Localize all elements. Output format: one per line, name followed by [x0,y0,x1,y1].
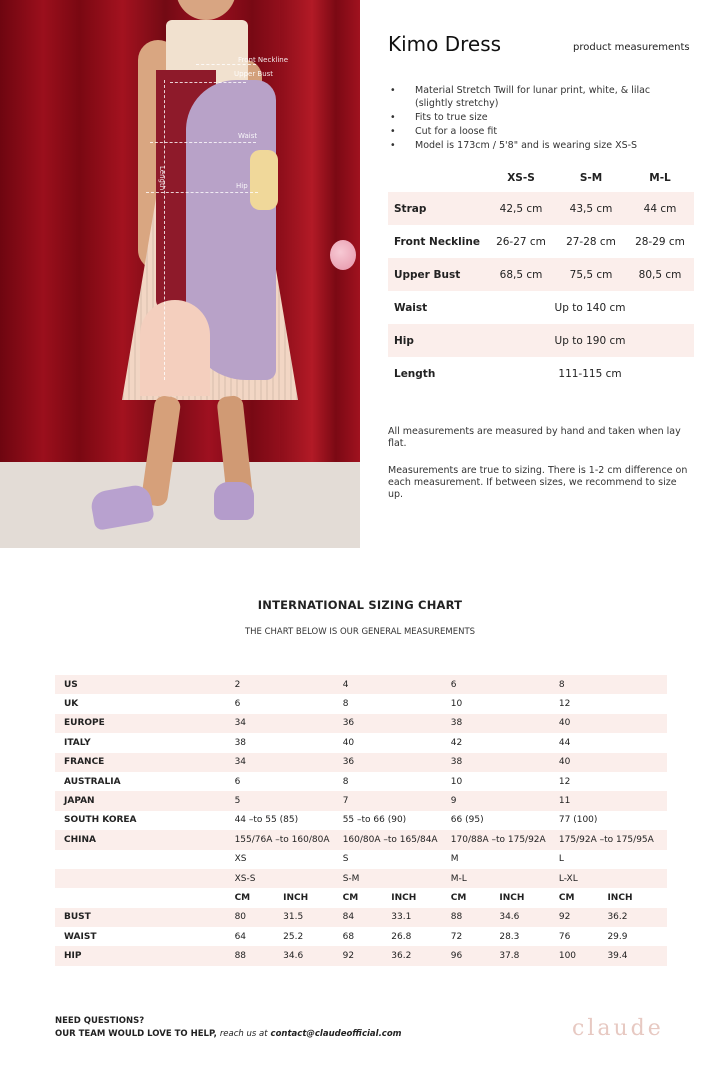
cell-value: 75,5 cm [569,268,613,281]
bullet-text: Model is 173cm / 5'8" and is wearing size XS-S [415,140,638,151]
cell-value: 29.9 [607,931,628,942]
unit-cm: CM [450,892,467,903]
table-row-hip [388,324,694,357]
cell-value: M [450,854,459,865]
table-row-strap [388,192,694,225]
bullet-icon: • [390,85,396,96]
sizing-note: Measurements are true to sizing. There is 1-2 cm difference on each measurement. If between sizes, we recommend to size up. [388,465,688,500]
footer-email-wrap [271,1029,402,1039]
cell-value: 84 [342,912,355,923]
hip-line [146,192,258,193]
cell-value: 80 [234,912,247,923]
cell-value: 42,5 cm [499,202,543,215]
cell-value: L-XL [558,873,578,884]
cell-value: 36 [342,718,355,729]
table-row-italy [55,733,667,752]
cell-value: 96 [450,951,463,962]
table-row-units [55,888,667,907]
cell-value: 8 [342,699,349,710]
cell-value: 38 [234,737,247,748]
cell-value: 31.5 [283,912,304,923]
unit-inch: INCH [607,892,633,903]
cell-value: M-L [450,873,467,884]
cell-value: 55 –to 66 (90) [342,815,407,826]
cell-value: 155/76A –to 160/80A [234,834,330,845]
table-row-france [55,753,667,772]
dress-print-yellow [250,150,278,210]
cell-value: 6 [450,679,457,690]
cell-value: 26.8 [391,931,412,942]
row-label: AUSTRALIA [64,776,121,787]
cell-value: 111-115 cm [558,367,622,380]
cell-value: 8 [342,776,349,787]
cell-value: 40 [342,737,355,748]
unit-inch: INCH [499,892,525,903]
international-chart-title: INTERNATIONAL SIZING CHART [257,598,463,612]
cell-value: L [558,854,564,865]
row-label: UK [64,699,79,710]
cell-value: 5 [234,796,241,807]
photo-label-hip: Hip [236,182,248,190]
bullet-icon: • [390,112,396,123]
cell-value: 40 [558,757,571,768]
floor [0,462,360,548]
cell-value: 88 [450,912,463,923]
measurement-table [388,172,694,390]
footer-help-line [55,1028,402,1041]
table-row-waist [388,291,694,324]
cell-value: 6 [234,699,241,710]
cell-value: 34 [234,718,247,729]
cell-value: 88 [234,951,247,962]
table-row-length [388,357,694,390]
cell-value: 7 [342,796,349,807]
row-label: CHINA [64,834,96,845]
table-row-hip [55,946,667,965]
table-row-australia [55,772,667,791]
row-label: EUROPE [64,718,105,729]
row-label: US [64,679,78,690]
row-label: Strap [394,202,427,215]
row-label: Waist [394,301,428,314]
cell-value: 100 [558,951,577,962]
cell-value: 38 [450,718,463,729]
row-label: JAPAN [64,796,95,807]
cell-value: 34 [234,757,247,768]
dress-print-cream [140,300,210,396]
header-size-m-l: M-L [649,172,671,184]
table-row-us [55,675,667,694]
table-row-europe [55,714,667,733]
table-row-range-sizes [55,869,667,888]
bullet-icon: • [390,140,396,151]
list-item [388,111,688,124]
cell-value: 9 [450,796,457,807]
footer-question: NEED QUESTIONS? [55,1016,145,1026]
cell-value: 12 [558,776,571,787]
cell-value: 38 [450,757,463,768]
bullet-text: Fits to true size [415,112,488,123]
cell-value: 10 [450,699,463,710]
bullet-icon: • [390,126,396,137]
cell-value: 44 [558,737,571,748]
cell-value: 44 cm [643,202,677,215]
cell-value: Up to 190 cm [554,334,626,347]
upper-bust-line [170,82,246,83]
measurement-note: All measurements are measured by hand and taken when lay flat. [388,426,681,449]
table-row-upper-bust [388,258,694,291]
cell-value: 68,5 cm [499,268,543,281]
cell-value: 92 [342,951,355,962]
cell-value: 34.6 [283,951,304,962]
footer-reach: reach us at [219,1029,268,1039]
product-details-list [388,84,688,153]
cell-value: 76 [558,931,571,942]
cell-value: 10 [450,776,463,787]
cell-value: 11 [558,796,571,807]
cell-value: 92 [558,912,571,923]
cell-value: 160/80A –to 165/84A [342,834,438,845]
bullet-text: Cut for a loose fit [415,126,498,137]
row-label: WAIST [64,931,97,942]
international-sizing-table [55,675,667,966]
list-item [388,139,688,152]
cell-value: 4 [342,679,349,690]
list-item [388,84,688,110]
cell-value: 68 [342,931,355,942]
cell-value: 42 [450,737,463,748]
product-title: Kimo Dress [388,32,502,56]
model-head [176,0,236,20]
waist-line [150,142,256,143]
product-photo [0,0,360,548]
table-row-japan [55,791,667,810]
cell-value: 37.8 [499,951,520,962]
row-label: ITALY [64,737,91,748]
cell-value: 28.3 [499,931,520,942]
cell-value: 2 [234,679,241,690]
cell-value: 33.1 [391,912,412,923]
cell-value: 66 (95) [450,815,484,826]
cell-value: 28-29 cm [635,235,685,248]
cell-value: 43,5 cm [569,202,613,215]
cell-value: 34.6 [499,912,520,923]
row-label: Front Neckline [394,235,480,248]
brand-logo: claude [572,1016,664,1041]
cell-value: 36.2 [607,912,628,923]
cell-value: 175/92A –to 175/95A [558,834,654,845]
table-row-uk [55,694,667,713]
unit-cm: CM [558,892,575,903]
contact-email-link[interactable]: contact@claudeofficial.com [270,1029,402,1039]
list-item [388,125,688,138]
cell-value: S [342,854,349,865]
photo-label-upper-bust: Upper Bust [234,70,274,78]
unit-inch: INCH [391,892,417,903]
table-row-bust [55,908,667,927]
cell-value: 12 [558,699,571,710]
photo-label-front-neckline: Front Neckline [238,56,289,64]
cell-value: 72 [450,931,463,942]
row-label: SOUTH KOREA [64,815,137,826]
photo-label-length: Length [158,166,166,191]
cell-value: 77 (100) [558,815,598,826]
international-chart-subtitle: THE CHART BELOW IS OUR GENERAL MEASUREMENTS [244,627,476,637]
cell-value: 80,5 cm [638,268,682,281]
unit-inch: INCH [283,892,309,903]
cell-value: 36 [342,757,355,768]
sandal-right [214,482,254,520]
row-label: Upper Bust [394,268,461,281]
cell-value: 40 [558,718,571,729]
row-label: Length [394,367,436,380]
flower-decoration [330,240,356,270]
cell-value: 8 [558,679,565,690]
row-label: BUST [64,912,91,923]
unit-cm: CM [234,892,251,903]
cell-value: 64 [234,931,247,942]
cell-value: Up to 140 cm [554,301,626,314]
table-row-front-neckline [388,225,694,258]
footer-contact [55,1015,402,1041]
row-label: FRANCE [64,757,105,768]
cell-value: 170/88A –to 175/92A [450,834,546,845]
unit-cm: CM [342,892,359,903]
neckline-line [196,64,256,65]
cell-value: XS [234,854,247,865]
cell-value: 36.2 [391,951,412,962]
cell-value: 27-28 cm [566,235,616,248]
header-size-xs-s: XS-S [507,172,535,184]
table-row-south-korea [55,811,667,830]
product-subtitle: product measurements [573,42,690,53]
measurement-header-row [388,172,694,192]
cell-value: 44 –to 55 (85) [234,815,299,826]
header-spacer [388,172,486,192]
row-label: Hip [394,334,414,347]
cell-value: XS-S [234,873,256,884]
header-size-s-m: S-M [579,172,603,184]
table-row-waist [55,927,667,946]
bullet-text: Material Stretch Twill for lunar print, white, & lilac (slightly stretchy) [415,85,651,109]
footer-help: OUR TEAM WOULD LOVE TO HELP, [55,1029,217,1039]
table-row-letter-sizes [55,850,667,869]
row-label: HIP [64,951,82,962]
photo-label-waist: Waist [238,132,258,140]
length-line [164,80,165,380]
table-row-china [55,830,667,849]
cell-value: 25.2 [283,931,304,942]
cell-value: 39.4 [607,951,628,962]
cell-value: S-M [342,873,360,884]
cell-value: 6 [234,776,241,787]
cell-value: 26-27 cm [496,235,546,248]
